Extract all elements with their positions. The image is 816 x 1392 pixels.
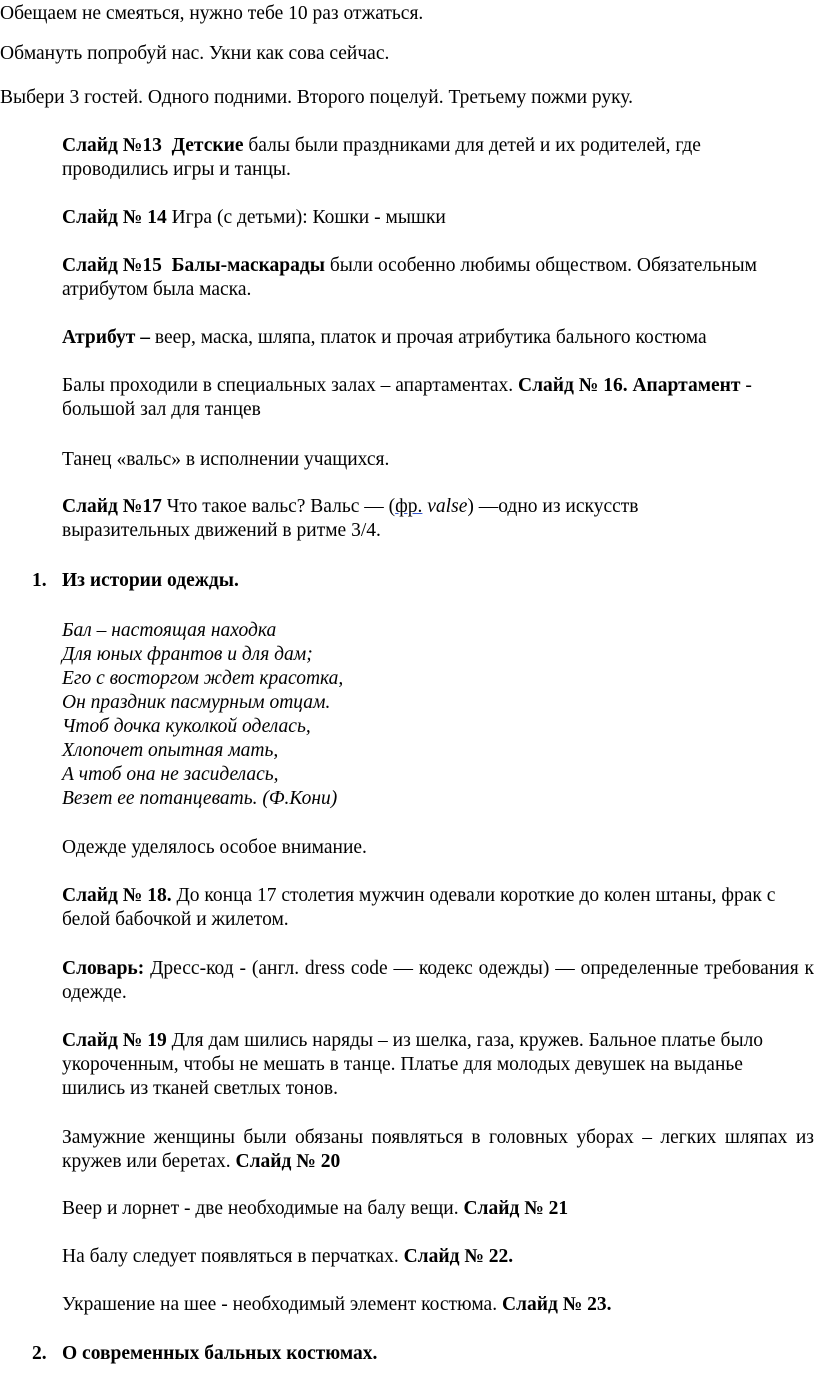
paragraph-slide-13 xyxy=(62,134,762,182)
slide-16-text-1: Балы проходили в специальных залах – апартаментах. xyxy=(62,375,518,396)
poem-line: Везет ее потанцевать. (Ф.Кони) xyxy=(62,788,338,809)
paragraph-slide-18 xyxy=(62,884,814,932)
slide-13-term: Детские xyxy=(171,135,244,156)
slide-20-text: Замужние женщины были обязаны появляться в головных уборах – легких шляпах из кружев или беретах. xyxy=(62,1127,814,1172)
slide-22-text: На балу следует появляться в перчатках. xyxy=(62,1246,404,1267)
slide-17-text-2: ) —одно из искусств выразительных движений в ритме 3/4. xyxy=(62,496,639,541)
attribute-label: Атрибут – xyxy=(62,327,150,348)
slide-22-label: Слайд № 22. xyxy=(403,1246,514,1267)
slide-23-label: Слайд № 23. xyxy=(501,1294,612,1315)
poem-line: Для юных франтов и для дам; xyxy=(62,644,313,665)
dictionary-text: Дресс-код - (англ. dress code — кодекс одежды) — определенные требования к одежде. xyxy=(62,958,814,1003)
slide-23-text: Украшение на шее - необходимый элемент костюма. xyxy=(62,1294,502,1315)
slide-17-text-1: Что такое вальс? Вальс — ( xyxy=(161,496,396,517)
poem-line: Он праздник пасмурным отцам. xyxy=(62,692,331,713)
paragraph-slide-22 xyxy=(62,1245,814,1269)
slide-17-italic: valse xyxy=(427,496,468,517)
slide-16-text-2: - большой зал для танцев xyxy=(62,375,752,420)
poem-line: Хлопочет опытная мать, xyxy=(62,740,279,761)
slide-13-label: Слайд №13 xyxy=(62,135,162,156)
section-1-number: 1. xyxy=(32,570,47,591)
section-heading-1 xyxy=(32,569,812,593)
slide-18-text: До конца 17 столетия мужчин одевали короткие до колен штаны, фрак с белой бабочкой и жилетом. xyxy=(62,885,776,930)
poem-line: А чтоб она не засиделась, xyxy=(62,764,279,785)
slide-17-label: Слайд №17 xyxy=(62,496,162,517)
slide-15-term: Балы-маскарады xyxy=(171,255,325,276)
paragraph-slide-15 xyxy=(62,254,814,302)
section-2-title: О современных бальных костюмах. xyxy=(62,1343,378,1364)
intro-line-2: Обмануть попробуй нас. Укни как сова сейчас. xyxy=(0,43,390,64)
poem-line: Чтоб дочка куколкой оделась, xyxy=(62,716,311,737)
paragraph-slide-19 xyxy=(62,1029,782,1101)
poem-line: Его с восторгом ждет красотка, xyxy=(62,668,344,689)
poem-line: Бал – настоящая находка xyxy=(62,620,277,641)
slide-21-label: Слайд № 21 xyxy=(463,1198,569,1219)
intro-line-1: Обещаем не смеяться, нужно тебе 10 раз отжаться. xyxy=(0,3,424,24)
slide-16-label: Слайд № 16. Апартамент xyxy=(518,375,741,396)
intro-line-3: Выбери 3 гостей. Одного подними. Второго поцелуй. Третьему пожми руку. xyxy=(0,87,634,108)
slide-19-text: Для дам шились наряды – из шелка, газа, кружев. Бальное платье было укороченным, чтобы не мешать в танце. Платье для молодых девушек на выданье шились из тканей светлых тонов. xyxy=(62,1030,764,1099)
paragraph-attribute xyxy=(62,326,814,350)
slide-18-label: Слайд № 18. xyxy=(62,885,172,906)
paragraph-slide-21 xyxy=(62,1197,814,1221)
slide-15-label: Слайд №15 xyxy=(62,255,162,276)
paragraph-slide-20 xyxy=(62,1126,814,1174)
section-2-number: 2. xyxy=(32,1343,47,1364)
slide-15-text: были особенно любимы обществом. Обязательным атрибутом была маска. xyxy=(62,255,757,300)
paragraph-slide-17 xyxy=(62,495,702,543)
dictionary-label: Словарь: xyxy=(62,958,145,979)
attribute-text: веер, маска, шляпа, платок и прочая атрибутика бального костюма xyxy=(149,327,707,348)
section-heading-2 xyxy=(32,1342,812,1366)
slide-14-label: Слайд № 14 xyxy=(62,207,167,228)
paragraph-slide-14 xyxy=(62,206,814,230)
poem xyxy=(62,619,762,811)
fr-link[interactable]: фр. xyxy=(395,496,423,517)
paragraph-waltz: Танец «вальс» в исполнении учащихся. xyxy=(62,449,390,470)
slide-19-label: Слайд № 19 xyxy=(62,1030,167,1051)
slide-14-text: Игра (с детьми): Кошки - мышки xyxy=(166,207,446,228)
paragraph-slide-23 xyxy=(62,1293,814,1317)
section-1-title: Из истории одежды. xyxy=(62,570,239,591)
paragraph-clothes: Одежде уделялось особое внимание. xyxy=(62,837,367,858)
slide-21-text: Веер и лорнет - две необходимые на балу вещи. xyxy=(62,1198,464,1219)
paragraph-dictionary xyxy=(62,957,814,1005)
slide-20-label: Слайд № 20 xyxy=(235,1151,341,1172)
slide-13-text: балы были праздниками для детей и их родителей, где проводились игры и танцы. xyxy=(62,135,701,180)
paragraph-slide-16 xyxy=(62,374,814,422)
